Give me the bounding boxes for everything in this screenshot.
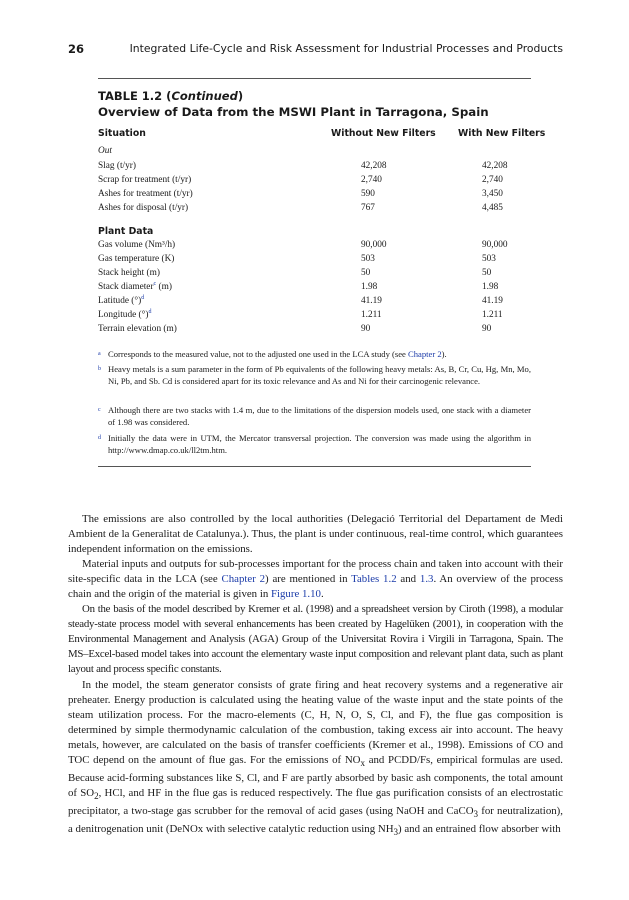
paragraph-text: ) are mentioned in	[265, 573, 352, 586]
paragraph-text: and	[396, 573, 420, 586]
table-link[interactable]: Tables 1.2	[351, 573, 397, 586]
column-header-with-new-filters: With New Filters	[458, 128, 546, 139]
row-value-without: 2,740	[361, 175, 382, 185]
row-value-with: 41.19	[482, 296, 503, 306]
row-value-with: 90	[482, 324, 492, 334]
row-value-with: 1.98	[482, 282, 499, 292]
paragraph-text: In the model, the steam generator consists of grate firing and heat recovery systems and a regenerative air preheater. Energy production is calculated using the heating value of the waste input and the state points of the steam utilization process. For the macro-elements (C, H, N, O, S, Cl, and F), the flue gas composition is determined by simple thermodynamic calculation of the combustion, taking excess air into account. The heavy metals, however, are calculated on the basis of transfer coefficients (Kremer et al., 1998). Emissions of CO and TOC depend on the amount of flue gas. For the emissions of NO	[68, 678, 563, 766]
footnote-text: Heavy metals is a sum parameter in the form of Pb equivalents of the following heavy metals: As, B, Cr, Cu, Hg, Mn, Mo, Ni, Pb, and Sb. Cd is considered apart for its toxic relevance and As and Ni for their carcinogenic relevance.	[108, 364, 531, 387]
row-label-text: Longitude (°)	[98, 310, 149, 320]
chapter-link[interactable]: Chapter 2	[408, 349, 442, 359]
table-link[interactable]: 1.3	[419, 573, 434, 586]
row-label: Gas temperature (K)	[98, 254, 175, 264]
table-row	[98, 175, 538, 188]
page-number: 26	[68, 42, 85, 56]
row-label	[98, 282, 172, 292]
row-value-with: 3,450	[482, 189, 503, 199]
footnote-c	[98, 404, 531, 429]
subscript: 2	[94, 791, 99, 802]
paragraph-text: and PCDD/Fs, empirical formulas are used. Because acid-forming substances like S, Cl, and F are partly absorbed by basic ash components, the total amount of SO	[68, 753, 564, 799]
table-row	[98, 282, 538, 295]
table-row	[98, 296, 538, 309]
row-value-without: 1.98	[361, 282, 378, 292]
section-heading-plant-data: Plant Data	[98, 226, 154, 237]
table-row	[98, 240, 538, 253]
paragraph-text: , HCl, and HF in the flue gas is reduced respectively. The flue gas purification consists of an electrostatic precipitator, a two-stage gas scrubber for the removal of acid gases (using NaOH and CaCO	[68, 787, 563, 818]
paragraph	[68, 678, 563, 841]
row-label: Scrap for treatment (t/yr)	[98, 175, 192, 185]
row-value-with: 2,740	[482, 175, 503, 185]
footnote-mark: c	[98, 407, 101, 413]
running-head	[68, 42, 563, 58]
body-text	[68, 512, 563, 841]
row-label-text: Latitude (°)	[98, 296, 142, 306]
table-label-continued: Continued	[171, 89, 238, 103]
footnote-text-end: ).	[441, 349, 447, 359]
row-label: Gas volume (Nm³/h)	[98, 240, 176, 250]
row-label	[98, 310, 151, 320]
row-value-with: 90,000	[482, 240, 508, 250]
row-label: Ashes for treatment (t/yr)	[98, 189, 193, 199]
paragraph	[68, 602, 563, 677]
footnote-mark: a	[98, 351, 101, 357]
footnote-a	[98, 348, 531, 360]
paragraph	[68, 557, 563, 602]
subscript: x	[360, 757, 366, 768]
row-value-without: 50	[361, 268, 371, 278]
footnote-d	[98, 432, 531, 457]
table-row	[98, 268, 538, 281]
paragraph-text: ) and an entrained flow absorber with	[398, 823, 561, 836]
row-label-text: Stack diameter	[98, 282, 154, 292]
table-row	[98, 189, 538, 202]
column-header-situation: Situation	[98, 128, 146, 139]
footnote-ref[interactable]: d	[141, 294, 145, 301]
table-bottom-rule	[98, 466, 531, 467]
subscript: 3	[473, 809, 479, 820]
row-label	[98, 296, 144, 306]
table-top-rule	[98, 78, 531, 79]
row-value-without: 1.211	[361, 310, 382, 320]
table-row	[98, 324, 538, 337]
footnote-text: Corresponds to the measured value, not to the adjusted one used in the LCA study (see	[108, 349, 409, 359]
book-title: Integrated Life-Cycle and Risk Assessment for Industrial Processes and Products	[129, 42, 563, 55]
section-heading-out: Out	[98, 146, 112, 156]
row-value-with: 42,208	[482, 161, 508, 171]
table-row	[98, 203, 538, 216]
footnote-b	[98, 363, 531, 388]
footnote-ref[interactable]: d	[148, 308, 152, 315]
chapter-link[interactable]: Chapter 2	[221, 573, 266, 586]
row-label: Ashes for disposal (t/yr)	[98, 203, 189, 213]
row-value-with: 503	[482, 254, 496, 264]
table-label	[98, 89, 243, 103]
footnote-text: Although there are two stacks with 1.4 m, due to the limitations of the dispersion models used, one stack with a diameter of 1.98 was considered.	[108, 405, 531, 428]
paragraph-text: .	[320, 588, 324, 601]
row-value-without: 41.19	[361, 296, 382, 306]
row-value-without: 90	[361, 324, 371, 334]
column-header-without-new-filters: Without New Filters	[331, 128, 436, 139]
row-value-without: 90,000	[361, 240, 387, 250]
table-row	[98, 161, 538, 174]
row-label-suffix: (m)	[156, 282, 172, 292]
paragraph-text: On the basis of the model described by Kremer et al. (1998) and a spreadsheet version by Ciroth (1998), a modular steady-state process model with several enhancements has been created by Hagelüken (2001), in cooperation with the Environmental Management and Analysis (AGA) Group of the Universitat Rovira i Virgili in Tarragona, Spain. The MS–Excel-based model takes into account the elementary waste input composition and relevant plant data, such as plant layout and process specific constants.	[68, 603, 563, 676]
paragraph-text: . An overview of the process chain and the origin of the material is given in	[68, 573, 563, 601]
row-value-without: 767	[361, 203, 375, 213]
paragraph-text: Material inputs and outputs for sub-processes important for the process chain and taken into account with their site-specific data in the LCA (see	[68, 558, 563, 586]
footnote-mark: d	[98, 435, 101, 441]
paragraph: The emissions are also controlled by the local authorities (Delegació Territorial del Departament de Medi Ambient de la Generalitat de Catalunya.). Thus, the plant is under continuous, real-time control, which guarantees independent information on the emissions.	[68, 513, 563, 556]
row-label: Slag (t/yr)	[98, 161, 136, 171]
footnote-ref[interactable]: c	[153, 280, 157, 287]
table-title: Overview of Data from the MSWI Plant in Tarragona, Spain	[98, 105, 489, 119]
table-label-prefix: TABLE 1.2 (	[98, 89, 172, 103]
table-row	[98, 254, 538, 267]
row-value-without: 42,208	[361, 161, 387, 171]
subscript: 3	[393, 827, 399, 838]
row-value-with: 50	[482, 268, 492, 278]
table-row	[98, 310, 538, 323]
row-value-without: 503	[361, 254, 375, 264]
figure-link[interactable]: Figure 1.10	[270, 588, 321, 601]
row-label: Terrain elevation (m)	[98, 324, 177, 334]
footnote-text: Initially the data were in UTM, the Mercator transversal projection. The conversion was made using the algorithm in http://www.dmap.co.uk/ll2tm.htm.	[108, 433, 531, 456]
row-value-with: 4,485	[482, 203, 503, 213]
table-label-suffix: )	[237, 89, 244, 103]
row-value-with: 1.211	[482, 310, 503, 320]
paragraph-text: for neutralization), a denitrogenation unit (DeNOx with selective catalytic reduction using NH	[68, 805, 563, 836]
row-label: Stack height (m)	[98, 268, 160, 278]
row-value-without: 590	[361, 189, 375, 199]
footnote-mark: b	[98, 366, 101, 372]
